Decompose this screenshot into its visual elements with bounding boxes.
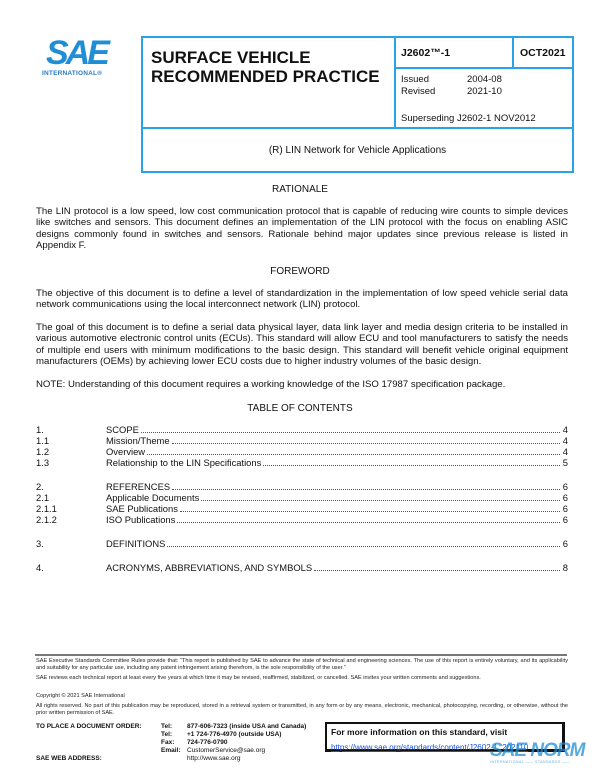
contact-key bbox=[161, 755, 187, 763]
toc-leader bbox=[177, 515, 560, 523]
toc-page: 4 bbox=[562, 424, 568, 435]
toc-number: 1.3 bbox=[36, 457, 50, 468]
divider bbox=[512, 38, 514, 68]
toc-entry[interactable] bbox=[36, 435, 568, 446]
rationale-text: The LIN protocol is a low speed, low cost communication protocol that is capable of reducing wire counts to simple devices like switches and sensors. This document defines an implementation of the LIN protocol with the focus on enabling ASIC designs commonly found in switches and sensors. Rationale behind major updates since previous release is listed in Appendix F. bbox=[36, 206, 568, 252]
divider bbox=[394, 67, 574, 69]
footer-copyright: Copyright © 2021 SAE International bbox=[36, 693, 125, 699]
foreword-note: NOTE: Understanding of this document requires a working knowledge of the ISO 17987 specification package. bbox=[36, 379, 506, 390]
foreword-heading: FOREWORD bbox=[270, 266, 330, 277]
toc-page: 4 bbox=[562, 435, 568, 446]
footer-rule bbox=[35, 654, 567, 656]
web-address-link[interactable]: http://www.sae.org bbox=[187, 755, 241, 762]
toc-page: 8 bbox=[562, 562, 568, 573]
toc-leader bbox=[172, 436, 560, 444]
toc-page: 5 bbox=[562, 457, 568, 468]
superseding-note: Superseding J2602-1 NOV2012 bbox=[401, 113, 536, 124]
toc-entry[interactable] bbox=[36, 424, 568, 435]
toc-leader bbox=[263, 458, 560, 466]
contact-key: Fax: bbox=[161, 739, 175, 746]
toc-leader bbox=[172, 482, 560, 490]
document-header-box bbox=[141, 36, 574, 173]
toc-title: Applicable Documents bbox=[106, 492, 200, 503]
toc-entry[interactable] bbox=[36, 538, 568, 549]
toc-title: SAE Publications bbox=[106, 503, 178, 514]
web-address-label: SAE WEB ADDRESS: bbox=[36, 755, 102, 762]
footer-review-text: SAE reviews each technical report at least every five years at which time it may be revised, reaffirmed, stabilized, or cancelled. SAE invites your written comments and suggestions. bbox=[36, 675, 481, 681]
logo-subtitle: INTERNATIONAL® bbox=[42, 70, 103, 77]
toc-number: 2.1.1 bbox=[36, 503, 57, 514]
toc-leader bbox=[201, 493, 560, 501]
toc-title: Overview bbox=[106, 446, 146, 457]
toc-page: 6 bbox=[562, 481, 568, 492]
watermark-subtext: INTERNATIONAL —— STANDARDS —— bbox=[490, 760, 571, 764]
toc-number: 2.1.2 bbox=[36, 514, 57, 525]
toc-title: SCOPE bbox=[106, 424, 139, 435]
divider bbox=[394, 38, 396, 128]
document-subtitle: (R) LIN Network for Vehicle Applications bbox=[268, 145, 447, 156]
watermark-text: SAE NORM bbox=[490, 740, 585, 761]
toc-number: 2. bbox=[36, 481, 44, 492]
standard-link[interactable]: https://www.sae.org/standards/content/J2602-1_202110 bbox=[331, 743, 529, 752]
toc-entry[interactable] bbox=[36, 562, 568, 573]
contact-value: 724-776-0790 bbox=[187, 739, 228, 746]
issued-label: Issued bbox=[401, 74, 429, 85]
toc-page: 6 bbox=[562, 538, 568, 549]
document-type-title bbox=[151, 48, 380, 86]
toc-leader bbox=[147, 447, 560, 455]
toc-leader bbox=[314, 563, 560, 571]
toc-number: 1. bbox=[36, 424, 44, 435]
toc-title: Relationship to the LIN Specifications bbox=[106, 457, 262, 468]
contact-key: Tel: bbox=[161, 723, 173, 730]
watermark-logo bbox=[490, 740, 600, 776]
toc-title: DEFINITIONS bbox=[106, 538, 166, 549]
issued-value: 2004-08 bbox=[467, 74, 502, 85]
revised-value: 2021-10 bbox=[467, 85, 502, 97]
email-link[interactable]: CustomerService@sae.org bbox=[187, 747, 266, 754]
order-label: TO PLACE A DOCUMENT ORDER: bbox=[36, 723, 142, 730]
issue-dates bbox=[401, 74, 502, 97]
document-number: J2602™-1 bbox=[401, 47, 451, 59]
rationale-heading: RATIONALE bbox=[272, 184, 328, 195]
toc-leader bbox=[141, 425, 560, 433]
footer-rules-text: SAE Executive Standards Committee Rules provide that: “This report is published by SAE to advance the state of technical and engineering sciences. The use of this report is entirely voluntary, and its applicability and suitability for any particular use, including any patent infringement arising therefrom, is the sole responsibility of the user.” bbox=[36, 658, 568, 671]
toc-page: 6 bbox=[562, 503, 568, 514]
toc-entry[interactable] bbox=[36, 481, 568, 492]
foreword-paragraph-2: The goal of this document is to define a serial data physical layer, data link layer and media design criteria to be installed in various automotive electronic control units (ECUs). This standard will allow ECU and tool manufacturers to satisfy the needs of multiple end users with minimum modifications to the basic design. This standard will benefit vehicle original equipment manufacturers (OEMs) by achieving lower ECU costs due to higher industry volumes of the basic design. bbox=[36, 322, 568, 368]
toc-number: 2.1 bbox=[36, 492, 50, 503]
logo-mark: SAE bbox=[46, 34, 107, 72]
divider bbox=[143, 127, 574, 129]
toc-page: 4 bbox=[562, 446, 568, 457]
toc-number: 3. bbox=[36, 538, 44, 549]
contact-key: Email: bbox=[161, 747, 181, 754]
toc-number: 1.1 bbox=[36, 435, 50, 446]
toc-page: 6 bbox=[562, 514, 568, 525]
sae-logo bbox=[42, 34, 122, 77]
foreword-paragraph-1: The objective of this document is to define a level of standardization in the implementation of low speed vehicle serial data network communications using the local interconnect network (LIN) protocol. bbox=[36, 288, 568, 311]
toc-entry[interactable] bbox=[36, 503, 568, 514]
toc-number: 4. bbox=[36, 562, 44, 573]
toc-title: ISO Publications bbox=[106, 514, 176, 525]
toc-title: Mission/Theme bbox=[106, 435, 170, 446]
toc-heading: TABLE OF CONTENTS bbox=[247, 403, 353, 414]
toc-leader bbox=[167, 539, 560, 547]
contact-value: 877-606-7323 (inside USA and Canada) bbox=[187, 723, 307, 730]
title-line-1: SURFACE VEHICLE bbox=[151, 48, 311, 67]
more-info-title: For more information on this standard, visit bbox=[331, 727, 508, 737]
toc-page: 6 bbox=[562, 492, 568, 503]
toc-entry[interactable] bbox=[36, 457, 568, 468]
toc-leader bbox=[180, 504, 560, 512]
revised-label: Revised bbox=[401, 85, 436, 97]
document-date: OCT2021 bbox=[520, 47, 566, 59]
toc-entry[interactable] bbox=[36, 446, 568, 457]
contact-info bbox=[161, 723, 306, 763]
toc-entry[interactable] bbox=[36, 514, 568, 525]
toc-title: REFERENCES bbox=[106, 481, 171, 492]
contact-key: Tel: bbox=[161, 731, 173, 738]
toc-number: 1.2 bbox=[36, 446, 50, 457]
toc-entry[interactable] bbox=[36, 492, 568, 503]
toc-title: ACRONYMS, ABBREVIATIONS, AND SYMBOLS bbox=[106, 562, 313, 573]
title-line-2: RECOMMENDED PRACTICE bbox=[151, 67, 380, 86]
contact-value: +1 724-776-4970 (outside USA) bbox=[187, 731, 282, 738]
footer-rights-text: All rights reserved. No part of this publication may be reproduced, stored in a retrieval system or transmitted, in any form or by any means, electronic, mechanical, photocopying, recording, or otherwise, without the prior written permission of SAE. bbox=[36, 703, 568, 716]
